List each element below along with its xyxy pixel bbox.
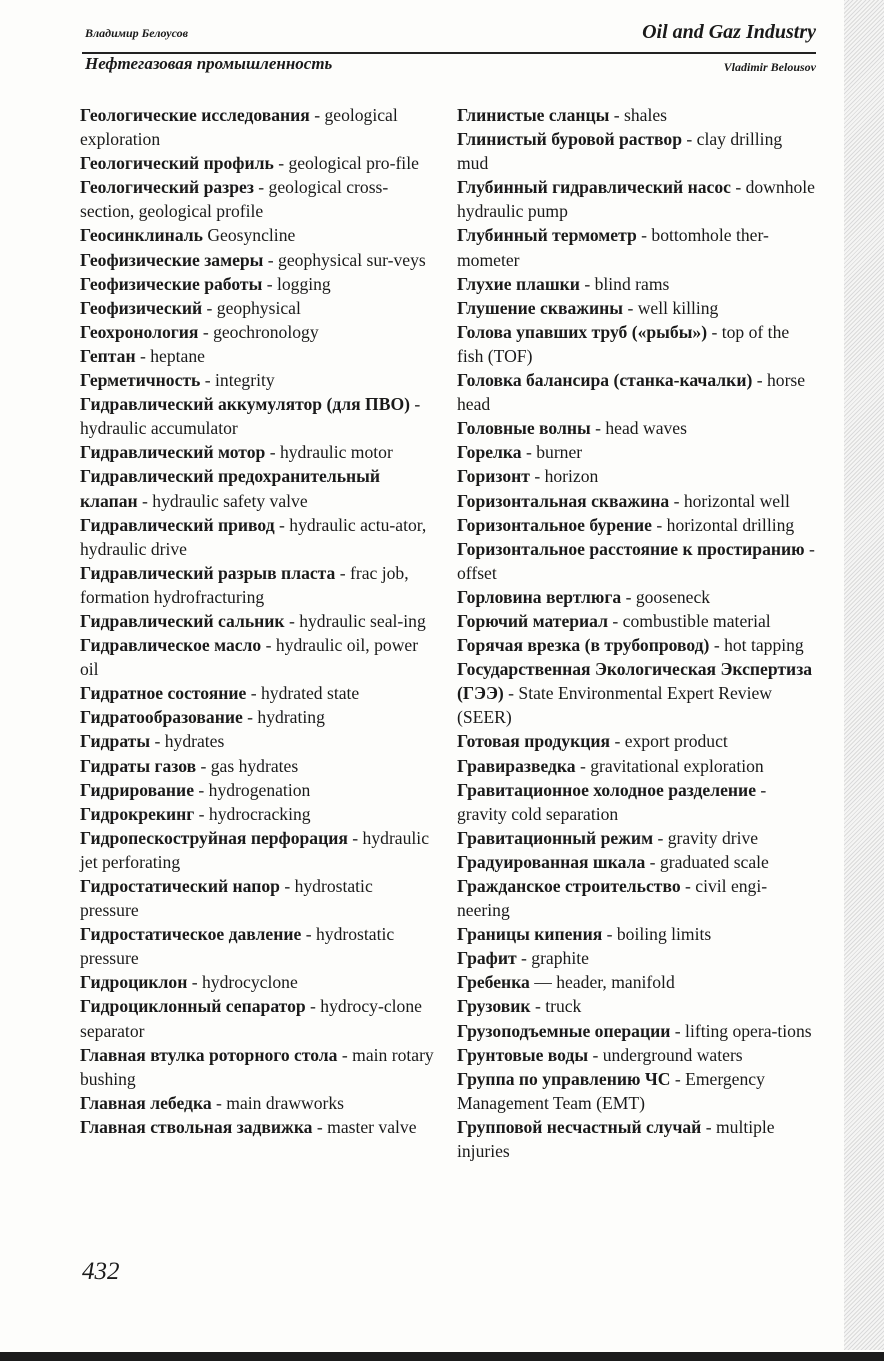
entry-term: Готовая продукция — [457, 731, 611, 752]
entry-definition: - gravity drive — [653, 827, 759, 848]
entry-definition: - boiling limits — [602, 924, 712, 945]
entry-definition: - State Environmental Expert Review (SEER) — [457, 683, 773, 728]
entry-term: Градуированная шкала — [457, 851, 646, 872]
glossary-entry — [80, 344, 435, 368]
entry-term: Гидраты газов — [80, 755, 197, 776]
entry-definition: - hydraulic jet perforating — [80, 827, 430, 872]
entry-term: Горизонт — [457, 466, 530, 487]
entry-definition: - head waves — [590, 418, 687, 439]
entry-definition: - geophysical — [202, 297, 301, 318]
glossary-entry — [457, 826, 815, 850]
glossary-entry — [457, 1115, 815, 1163]
entry-term: Глубинный термометр — [457, 225, 637, 246]
entry-definition: - hydraulic oil, power oil — [80, 635, 419, 680]
glossary-entry — [80, 561, 435, 609]
entry-term: Гидравлический привод — [80, 514, 275, 535]
entry-definition: - gas hydrates — [196, 755, 299, 776]
entry-term: Гидроциклон — [80, 972, 188, 993]
entry-term: Гептан — [80, 345, 136, 366]
entry-term: Геофизический — [80, 297, 203, 318]
entry-definition: - hydrocy-clone separator — [80, 996, 422, 1041]
glossary-entry — [80, 368, 435, 392]
glossary-entry — [80, 874, 435, 922]
entry-definition: - main rotary bushing — [80, 1044, 434, 1089]
entry-term: Гидрокрекинг — [80, 803, 195, 824]
entry-term: Геологический разрез — [80, 177, 254, 198]
entry-definition: - Emergency Management Team (EMT) — [457, 1068, 765, 1113]
entry-definition: - multiple injuries — [457, 1116, 775, 1162]
glossary-entry — [80, 609, 435, 633]
glossary-entry — [457, 874, 815, 922]
entry-term: Горелка — [457, 442, 522, 463]
glossary-entry — [80, 103, 435, 151]
glossary-entry — [80, 1091, 435, 1115]
entry-definition: - integrity — [200, 370, 275, 391]
entry-definition: - combustible material — [608, 610, 771, 631]
entry-definition: - geological exploration — [80, 105, 398, 150]
entry-definition: - civil engi-neering — [457, 876, 768, 921]
entry-definition: - hydraulic seal-ing — [284, 610, 426, 631]
entry-definition: - graduated scale — [645, 851, 769, 872]
glossary-entry — [457, 778, 815, 826]
glossary-entry — [80, 320, 435, 344]
entry-term: Гидрирование — [80, 779, 195, 800]
glossary-entry — [457, 850, 815, 874]
entry-term: Горячая врезка (в трубопровод) — [457, 635, 710, 656]
entry-term: Геофизические замеры — [80, 249, 264, 270]
glossary-entry — [80, 705, 435, 729]
header-author-en: Vladimir Belousov — [723, 60, 816, 74]
entry-term: Горловина вертлюга — [457, 586, 622, 607]
entry-term: Герметичность — [80, 370, 201, 391]
entry-term: Глубинный гидравлический насос — [457, 177, 731, 198]
glossary-entry — [80, 513, 435, 561]
entry-definition: Geosyncline — [202, 225, 296, 246]
entry-definition: - hydrating — [242, 707, 325, 728]
entry-term: Грузовик — [457, 996, 531, 1017]
entry-term: Гребенка — [457, 972, 530, 993]
entry-definition: - gooseneck — [621, 586, 711, 607]
entry-term: Глинистый буровой раствор — [457, 129, 682, 150]
entry-term: Гидратообразование — [80, 707, 243, 728]
entry-term: Геологический профиль — [80, 153, 274, 174]
entry-term: Графит — [457, 948, 517, 969]
glossary-entry — [457, 1019, 815, 1043]
header-author-ru: Владимир Белоусов — [85, 26, 188, 40]
entry-term: Гидратное состояние — [80, 683, 247, 704]
glossary-entry — [457, 657, 815, 729]
glossary-entry — [457, 103, 815, 127]
glossary-entry — [80, 729, 435, 753]
entry-definition: - lifting opera-tions — [670, 1020, 812, 1041]
entry-term: Гравитационное холодное разделение — [457, 779, 757, 800]
entry-definition: - hydrostatic pressure — [80, 876, 373, 921]
glossary-entry — [80, 440, 435, 464]
left-column — [80, 103, 435, 1139]
glossary-entry — [80, 826, 435, 874]
entry-term: Горизонтальное бурение — [457, 514, 652, 535]
entry-term: Геосинклиналь — [80, 225, 203, 246]
entry-term: Главная втулка роторного стола — [80, 1044, 338, 1065]
glossary-entry — [457, 440, 815, 464]
glossary-entry — [457, 585, 815, 609]
entry-term: Геологические исследования — [80, 105, 310, 125]
glossary-entry — [80, 970, 435, 994]
entry-term: Грузоподъемные операции — [457, 1020, 671, 1041]
entry-definition: - graphite — [516, 948, 589, 969]
entry-definition: - horizontal drilling — [652, 514, 795, 535]
entry-definition: - gravitational exploration — [575, 755, 764, 776]
entry-term: Гражданское строительство — [457, 876, 681, 896]
entry-definition: - hydraulic safety valve — [137, 490, 308, 511]
glossary-entry — [457, 175, 815, 223]
entry-definition: - hydrostatic pressure — [80, 924, 395, 969]
entry-term: Гравитационный режим — [457, 827, 654, 848]
entry-definition: - master valve — [312, 1116, 417, 1137]
entry-definition: - frac job, formation hydrofracturing — [80, 562, 409, 607]
glossary-entry — [80, 922, 435, 970]
glossary-entry — [80, 778, 435, 802]
entry-definition: - underground waters — [588, 1044, 743, 1065]
entry-term: Гидроциклонный сепаратор — [80, 996, 306, 1017]
entry-definition: - hydraulic accumulator — [80, 394, 421, 439]
entry-definition: - top of the fish (TOF) — [457, 321, 790, 366]
entry-definition: - horizon — [529, 466, 599, 487]
entry-definition: - logging — [262, 273, 331, 294]
entry-term: Гидраты — [80, 731, 151, 752]
glossary-entry — [457, 922, 815, 946]
bottom-border — [0, 1352, 884, 1361]
entry-definition: - blind rams — [579, 273, 670, 294]
glossary-entry — [457, 1043, 815, 1067]
entry-definition: - horse head — [457, 370, 806, 415]
entry-term: Групповой несчастный случай — [457, 1116, 702, 1137]
entry-definition: - heptane — [135, 345, 205, 366]
entry-definition: - main drawworks — [211, 1092, 345, 1113]
entry-term: Головка балансира (станка-качалки) — [457, 370, 753, 391]
glossary-entry — [80, 392, 435, 440]
glossary-entry — [457, 223, 815, 271]
glossary-entry — [80, 175, 435, 223]
entry-term: Грунтовые воды — [457, 1044, 589, 1065]
glossary-entry — [80, 681, 435, 705]
entry-term: Геохронология — [80, 321, 199, 342]
glossary-entry — [80, 223, 435, 247]
glossary-entry — [457, 1067, 815, 1115]
glossary-entry — [457, 296, 815, 320]
entry-term: Глушение скважины — [457, 297, 624, 318]
entry-term: Гравиразведка — [457, 755, 576, 776]
entry-term: Границы кипения — [457, 924, 603, 945]
entry-term: Гидростатический напор — [80, 876, 280, 896]
header-title-en: Oil and Gaz Industry — [642, 21, 816, 43]
glossary-entry — [457, 272, 815, 296]
entry-definition: - geological cross-section, geological profile — [80, 177, 389, 222]
glossary-entry — [457, 416, 815, 440]
entry-definition: - gravity cold separation — [457, 779, 767, 824]
entry-term: Гидравлический предохранительный клапан — [80, 466, 381, 511]
entry-term: Гидравлический мотор — [80, 442, 266, 463]
glossary-entry — [457, 513, 815, 537]
entry-term: Группа по управлению ЧС — [457, 1068, 671, 1089]
glossary-entry — [457, 464, 815, 488]
glossary-entry — [80, 633, 435, 681]
entry-definition: — header, manifold — [529, 972, 675, 993]
entry-term: Геофизические работы — [80, 273, 263, 294]
entry-definition: - geochronology — [198, 321, 319, 342]
entry-term: Глинистые сланцы — [457, 105, 610, 125]
glossary-entry — [80, 994, 435, 1042]
entry-definition: - hydrocyclone — [187, 972, 298, 993]
entry-definition: - bottomhole ther-mometer — [457, 225, 769, 270]
entry-definition: - burner — [521, 442, 583, 463]
entry-definition: - downhole hydraulic pump — [457, 177, 815, 222]
entry-definition: - hydrates — [150, 731, 225, 752]
glossary-entry — [457, 729, 815, 753]
entry-term: Главная ствольная задвижка — [80, 1116, 313, 1137]
header-title-ru: Нефтегазовая промышленность — [85, 54, 333, 73]
entry-definition: - offset — [457, 538, 815, 583]
entry-term: Гидростатическое давление — [80, 924, 302, 945]
entry-term: Гидропескоструйная перфорация — [80, 827, 348, 848]
entry-term: Государственная Экологическая Экспертиза (ГЭЭ) — [457, 659, 813, 704]
entry-term: Гидравлический аккумулятор (для ПВО) — [80, 394, 411, 415]
entry-definition: - hydrogenation — [194, 779, 311, 800]
entry-definition: - geological pro-file — [273, 153, 419, 174]
glossary-entry — [80, 1115, 435, 1139]
glossary-entry — [457, 127, 815, 175]
entry-term: Глухие плашки — [457, 273, 580, 294]
entry-term: Голова упавших труб («рыбы») — [457, 321, 708, 342]
glossary-entry — [80, 272, 435, 296]
glossary-entry — [80, 248, 435, 272]
glossary-entry — [457, 754, 815, 778]
glossary-entry — [457, 946, 815, 970]
entry-definition: - hydrocracking — [194, 803, 311, 824]
right-column — [457, 103, 815, 1163]
glossary-entry — [457, 368, 815, 416]
entry-term: Горючий материал — [457, 610, 608, 631]
entry-definition: - hydraulic motor — [265, 442, 393, 463]
glossary-entry — [80, 296, 435, 320]
glossary-entry — [457, 489, 815, 513]
entry-definition: - export product — [610, 731, 728, 752]
entry-term: Гидравлическое масло — [80, 635, 262, 656]
glossary-entry — [80, 802, 435, 826]
glossary-entry — [80, 1043, 435, 1091]
entry-definition: - geophysical sur-veys — [263, 249, 426, 270]
entry-term: Головные волны — [457, 418, 591, 439]
entry-definition: - shales — [609, 105, 668, 125]
entry-definition: - well killing — [623, 297, 719, 318]
entry-definition: - truck — [530, 996, 582, 1017]
entry-definition: - hydrated state — [246, 683, 360, 704]
glossary-entry — [80, 754, 435, 778]
page-edge-shadow — [844, 0, 884, 1350]
glossary-entry — [457, 633, 815, 657]
entry-definition: - hot tapping — [709, 635, 804, 656]
glossary-entry — [457, 609, 815, 633]
glossary-entry — [457, 970, 815, 994]
page-number: 432 — [82, 1258, 120, 1285]
entry-term: Гидравлический сальник — [80, 610, 285, 631]
entry-term: Гидравлический разрыв пласта — [80, 562, 336, 583]
glossary-entry — [457, 994, 815, 1018]
glossary-entry — [457, 320, 815, 368]
entry-term: Горизонтальное расстояние к простиранию — [457, 538, 805, 559]
glossary-entry — [457, 537, 815, 585]
glossary-entry — [80, 464, 435, 512]
glossary-entry — [80, 151, 435, 175]
entry-definition: - hydraulic actu-ator, hydraulic drive — [80, 514, 427, 559]
entry-definition: - clay drilling mud — [457, 129, 783, 174]
entry-term: Горизонтальная скважина — [457, 490, 670, 511]
entry-definition: - horizontal well — [669, 490, 790, 511]
entry-term: Главная лебедка — [80, 1092, 212, 1113]
